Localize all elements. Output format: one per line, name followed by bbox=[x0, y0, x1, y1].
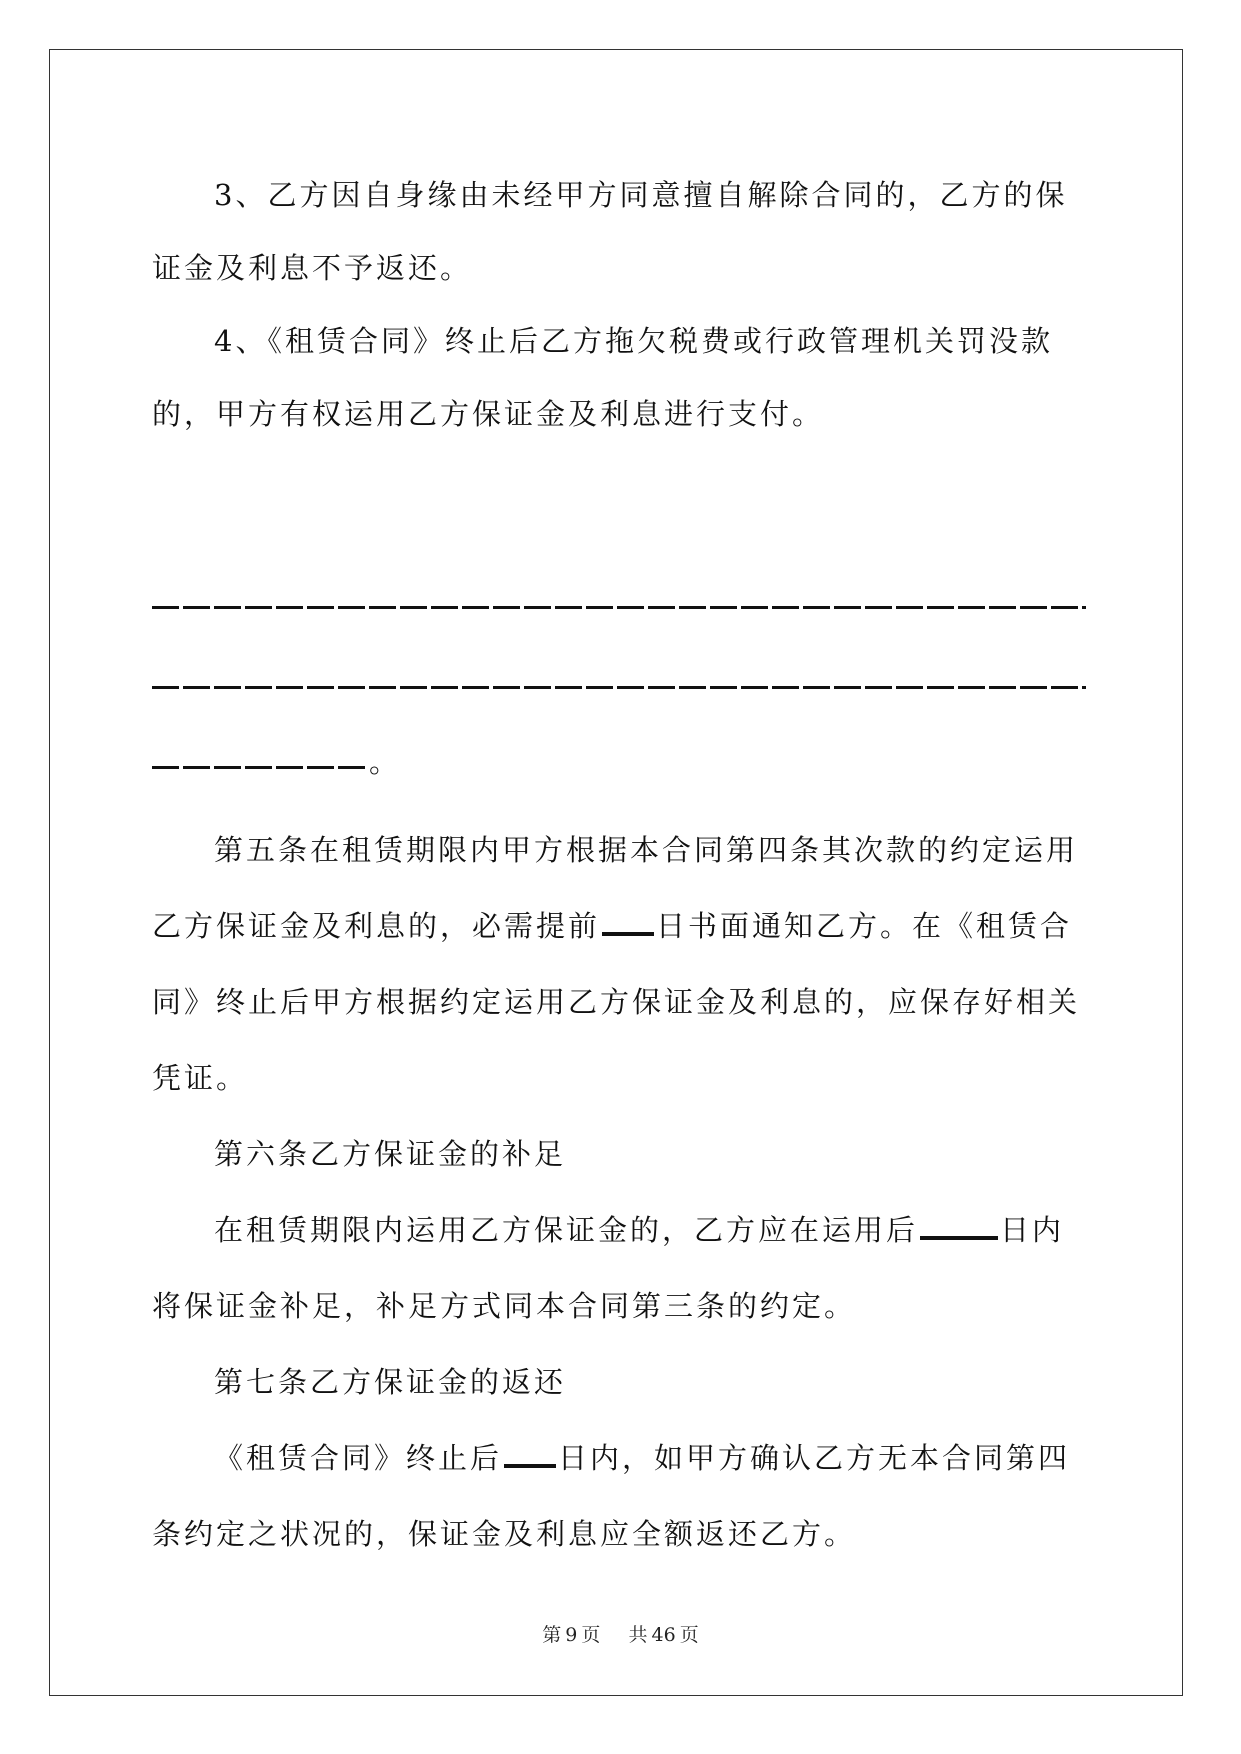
footer-page-label: 页 bbox=[581, 1624, 601, 1646]
footer-page-number: 9 bbox=[565, 1624, 578, 1646]
article-7-text-b: 日内，如甲方确认乙方无本合同第四条约定之状况的，保证金及利息应全额返还乙方。 bbox=[152, 1441, 1071, 1551]
footer-page-prefix: 第 bbox=[542, 1624, 562, 1646]
document-body-top bbox=[152, 159, 1086, 451]
fill-line-dashes bbox=[152, 766, 367, 769]
article-5-paragraph bbox=[152, 812, 1086, 1116]
article-6-paragraph bbox=[152, 1192, 1086, 1344]
fill-line-end-punct: 。 bbox=[369, 745, 399, 779]
article-5-blank bbox=[602, 904, 654, 936]
article-6-title: 第六条乙方保证金的补足 bbox=[214, 1137, 567, 1171]
article-6-text-a: 在租赁期限内运用乙方保证金的，乙方应在运用后 bbox=[214, 1213, 919, 1247]
fill-line-3 bbox=[152, 740, 1086, 780]
article-5-text-b: 日书面通知乙方。在《租赁合同》终止后甲方根据约定运用乙方保证金及利息的，应保存好相关凭证。 bbox=[152, 909, 1081, 1095]
article-7-blank bbox=[504, 1436, 556, 1468]
fill-in-lines bbox=[152, 580, 1086, 780]
footer-total-prefix: 共 bbox=[628, 1624, 648, 1646]
fill-line-dashes bbox=[152, 686, 1086, 689]
article-6-blank bbox=[920, 1208, 998, 1240]
footer-total-suffix: 页 bbox=[679, 1624, 699, 1646]
article-6-text-b: 日内将保证金补足，补足方式同本合同第三条的约定。 bbox=[152, 1213, 1065, 1323]
footer-total-pages: 46 bbox=[651, 1624, 676, 1646]
article-7-title: 第七条乙方保证金的返还 bbox=[214, 1365, 567, 1399]
fill-line-1 bbox=[152, 580, 1086, 660]
paragraph-clause-3: 3、乙方因自身缘由未经甲方同意擅自解除合同的，乙方的保证金及利息不予返还。 bbox=[152, 178, 1068, 285]
document-body-lower bbox=[152, 812, 1086, 1572]
paragraph-clause-4: 4、《租赁合同》终止后乙方拖欠税费或行政管理机关罚没款的，甲方有权运用乙方保证金及利息进行支付。 bbox=[152, 324, 1053, 431]
fill-line-dashes bbox=[152, 606, 1086, 609]
article-5-text-a: 第五条在租赁期限内甲方根据本合同第四条其次款的约定运用乙方保证金及利息的，必需提前 bbox=[152, 833, 1079, 943]
article-7-paragraph bbox=[152, 1420, 1086, 1572]
fill-line-2 bbox=[152, 660, 1086, 740]
page-footer bbox=[0, 1620, 1241, 1647]
article-7-text-a: 《租赁合同》终止后 bbox=[214, 1441, 503, 1475]
